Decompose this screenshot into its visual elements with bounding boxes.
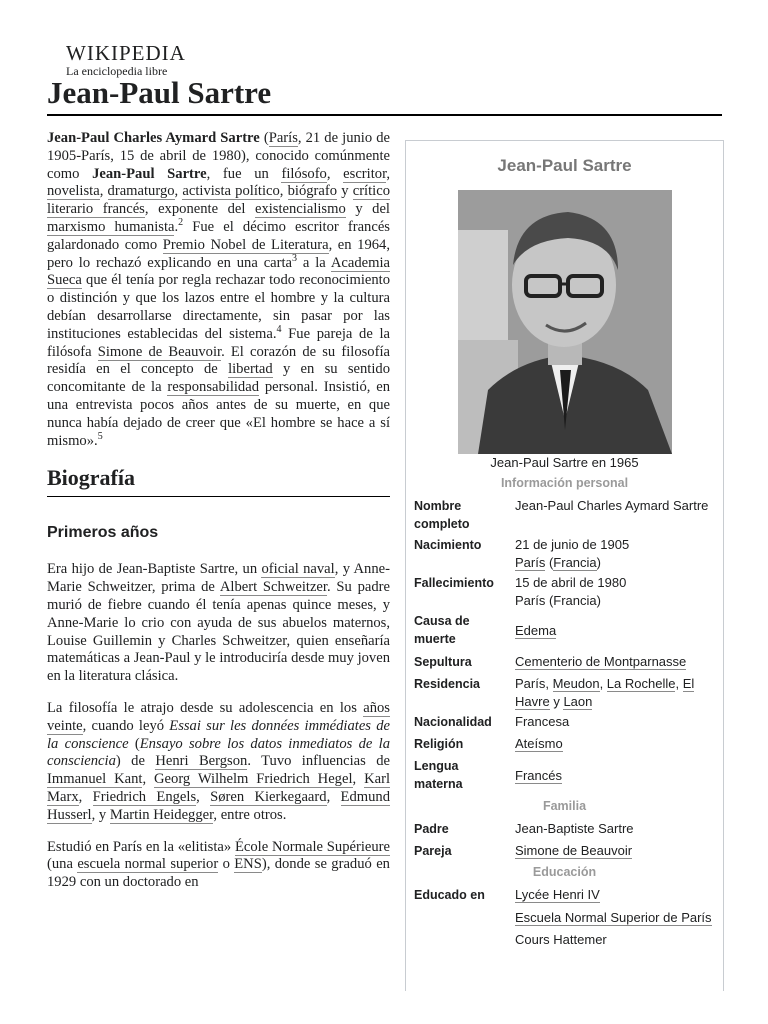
link-bergson[interactable]: Henri Bergson xyxy=(155,753,248,770)
link-ens[interactable]: ENS xyxy=(234,856,262,873)
paragraph-philosophy: La filosofía le atrajo desde su adolescencia en los años veinte, cuando leyó Essai sur les données immédiates de la conscience (Ensayo sobre los datos inmediatos de la consciencia) de Henri Bergson. Tuvo influencias de Immanuel Kant, Georg Wilhelm Friedrich Hegel, Karl Marx, Friedrich Engels, Søren Kierkegaard, Edmund Husserl, y Martin Heidegger, entre otros. xyxy=(47,699,391,823)
ref-5[interactable]: 5 xyxy=(97,430,103,442)
label-fallecimiento: Fallecimiento xyxy=(414,576,494,590)
paragraph-studies: Estudió en París en la «elitista» École Normale Supérieure (una escuela normal superior o ENS), donde se graduó en 1929 con un doctorado en xyxy=(47,838,390,891)
link-birth-place[interactable]: París xyxy=(515,554,546,570)
logo-tagline: La enciclopedia libre xyxy=(66,64,168,78)
link-laon[interactable]: Laon xyxy=(563,693,593,709)
value-residencia: París, Meudon, La Rochelle, El Havre y Laon xyxy=(515,676,695,709)
link-la-rochelle[interactable]: La Rochelle xyxy=(606,676,676,691)
link-simone-infobox[interactable]: Simone de Beauvoir xyxy=(515,843,633,858)
link-escuela-normal-superior[interactable]: Escuela Normal Superior de París xyxy=(515,909,712,925)
link-kant[interactable]: Immanuel Kant xyxy=(47,771,143,788)
label-pareja: Pareja xyxy=(414,844,452,858)
subsection-heading-primeros: Primeros años xyxy=(47,524,159,542)
bold-full-name: Jean-Paul Charles Aymard Sartre xyxy=(47,130,260,146)
label-nacimiento: Nacimiento xyxy=(414,538,482,552)
paragraph-family: Era hijo de Jean-Baptiste Sartre, un oficial naval, y Anne-Marie Schweitzer, prima de Albert Schweitzer. Su padre murió de fiebre cuando él tenía apenas quince meses, y Anne-Marie lo crio con ayuda de sus abuelos maternos, Louise Guillemin y Charles Schweitzer, quien enseñaría matemáticas a Jean-Paul y le introduciría desde muy joven en la literatura clásica. xyxy=(47,561,390,685)
link-ateismo[interactable]: Ateísmo xyxy=(515,736,563,751)
article-content xyxy=(47,130,390,906)
cours-hattemer: Cours Hattemer xyxy=(515,932,607,947)
section-heading-biografia: Biografía xyxy=(47,464,390,497)
value-educado xyxy=(515,886,715,949)
link-paris[interactable]: París xyxy=(268,130,298,146)
label-educado: Educado en xyxy=(414,888,485,902)
value-lengua xyxy=(515,767,715,785)
ref-2[interactable]: 2 xyxy=(178,217,184,229)
link-activista[interactable]: activista político xyxy=(182,183,280,200)
link-academia[interactable]: Academia Sueca xyxy=(47,254,390,289)
label-residencia: Residencia xyxy=(414,677,481,691)
death-date: 15 de abril de 1980 xyxy=(515,575,627,590)
infobox xyxy=(405,140,724,991)
label-nacionalidad: Nacionalidad xyxy=(414,715,492,729)
infobox-title: Jean-Paul Sartre xyxy=(497,156,632,175)
portrait-photo[interactable] xyxy=(458,190,672,454)
section-familia: Familia xyxy=(542,799,587,813)
link-lycee-henri-iv[interactable]: Lycée Henri IV xyxy=(515,887,600,902)
link-montparnasse[interactable]: Cementerio de Montparnasse xyxy=(515,654,687,669)
link-novelista[interactable]: novelista xyxy=(47,183,100,200)
title-essai: Essai sur les données immédiates de la conscience xyxy=(47,717,390,752)
value-fallecimiento xyxy=(515,574,715,609)
value-religion xyxy=(515,735,715,753)
value-causa xyxy=(515,622,715,640)
ref-3[interactable]: 3 xyxy=(292,252,298,264)
link-ecole-normale[interactable]: École Normale Supérieure xyxy=(234,838,390,855)
death-place: París (Francia) xyxy=(515,592,601,608)
link-libertad[interactable]: libertad xyxy=(228,361,273,378)
link-escuela-normal[interactable]: escuela normal superior xyxy=(77,856,219,873)
link-birth-country[interactable]: Francia xyxy=(553,554,597,570)
link-responsabilidad[interactable]: responsabilidad xyxy=(167,379,260,396)
title-ensayo: Ensayo sobre los datos inmediatos de la consciencia xyxy=(47,735,390,770)
portrait-caption: Jean-Paul Sartre en 1965 xyxy=(490,455,639,470)
label-padre: Padre xyxy=(414,822,449,836)
title-divider xyxy=(47,114,722,116)
link-oficial-naval[interactable]: oficial naval xyxy=(261,561,335,578)
link-engels[interactable]: Friedrich Engels xyxy=(92,788,197,805)
link-heidegger[interactable]: Martin Heidegger xyxy=(109,806,214,823)
link-critico[interactable]: crítico literario francés xyxy=(47,183,390,218)
link-kierkegaard[interactable]: Søren Kierkegaard xyxy=(210,788,327,805)
label-religion: Religión xyxy=(414,737,464,751)
ref-4[interactable]: 4 xyxy=(276,323,282,335)
link-hegel[interactable]: Georg Wilhelm Friedrich Hegel xyxy=(154,771,353,788)
value-nacimiento: 21 de junio de 1905 París (Francia) xyxy=(515,537,630,570)
section-educacion: Educación xyxy=(532,865,597,879)
link-dramaturgo[interactable]: dramaturgo xyxy=(107,183,175,200)
link-edema[interactable]: Edema xyxy=(515,623,557,638)
birth-date: 21 de junio de 1905 xyxy=(515,537,630,552)
link-filosofo[interactable]: filósofo xyxy=(281,165,327,182)
section-informacion-personal: Información personal xyxy=(500,476,629,490)
portrait-illustration xyxy=(458,190,672,454)
link-husserl[interactable]: Edmund Husserl xyxy=(47,788,391,823)
wikipedia-logo[interactable] xyxy=(66,42,226,78)
link-anos-veinte[interactable]: años veinte xyxy=(47,699,390,734)
label-causa: Causa de muerte xyxy=(414,614,470,646)
page-title: Jean-Paul Sartre xyxy=(47,75,272,110)
logo-wordmark: WIKIPEDIA xyxy=(66,41,186,65)
link-biografo[interactable]: biógrafo xyxy=(287,183,338,200)
link-albert-schweitzer[interactable]: Albert Schweitzer xyxy=(219,579,327,596)
link-nobel[interactable]: Premio Nobel de Literatura xyxy=(162,236,329,253)
intro-paragraph: Jean-Paul Charles Aymard Sartre (París, 21 de junio de 1905-París, 15 de abril de 1980), conocido comúnmente como Jean-Paul Sartre, fue un filósofo, escritor, novelista, dramaturgo, activista político, biógrafo y crítico literario francés, exponente del existencialismo y del marxismo humanista.$^2$ Fue el décimo escritor francés galardonado como Premio Nobel de Literatura, en 1964, pero lo rechazó explicando en una carta$^3$ a la Academia Sueca que él tenía por regla rechazar todo reconocimiento o distinción y que los lazos entre el hombre y la cultura debían desarrollarse directamente, sin pasar por las instituciones establecidas del sistema.$^4$ Fue pareja de la filósofa Simone de Beauvoir. El corazón de su filosofía residía en el concepto de libertad y en su sentido concomitante de la responsabilidad personal. Insistió, en una entrevista pocos años antes de su muerte, en que nunca había dejado de creer que «El hombre se hace a sí mismo».$^5$ xyxy=(47,130,391,449)
link-meudon[interactable]: Meudon xyxy=(552,676,600,691)
value-nacionalidad: Francesa xyxy=(515,714,570,729)
value-padre: Jean-Baptiste Sartre xyxy=(515,821,634,836)
value-sepultura xyxy=(515,653,715,671)
label-nombre: Nombre completo xyxy=(414,499,470,531)
link-simone[interactable]: Simone de Beauvoir xyxy=(97,343,222,360)
link-el-havre[interactable]: El Havre xyxy=(515,676,695,709)
link-frances[interactable]: Francés xyxy=(515,768,562,783)
link-existencialismo[interactable]: existencialismo xyxy=(254,201,346,218)
label-sepultura: Sepultura xyxy=(414,655,472,669)
link-marx[interactable]: Karl Marx xyxy=(47,771,391,805)
bold-short-name: Jean-Paul Sartre xyxy=(92,165,207,182)
value-pareja xyxy=(515,842,715,860)
label-lengua: Lengua materna xyxy=(414,759,463,791)
value-nombre: Jean-Paul Charles Aymard Sartre xyxy=(515,498,709,513)
link-marxismo[interactable]: marxismo humanista xyxy=(47,218,175,235)
link-escritor[interactable]: escritor xyxy=(343,165,387,182)
